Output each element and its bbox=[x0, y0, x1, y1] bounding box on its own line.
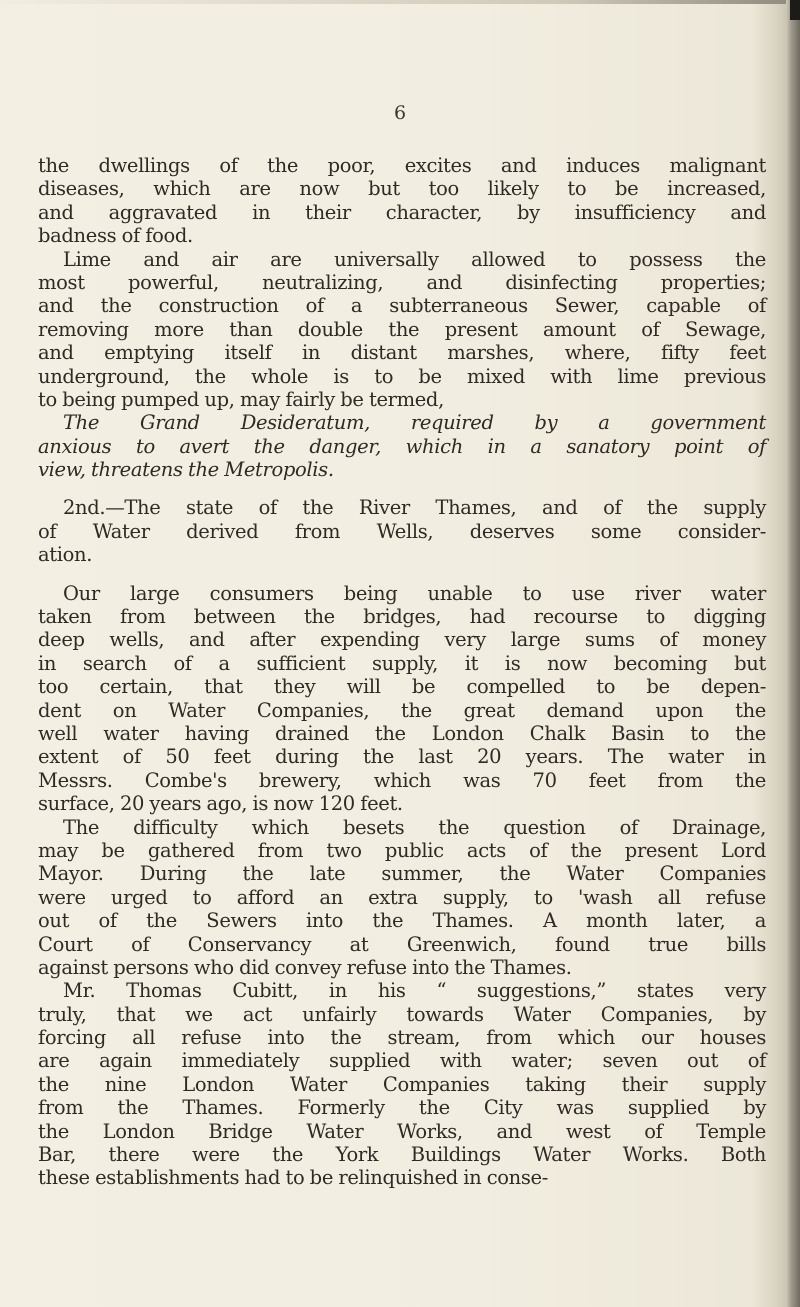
body-text bbox=[38, 154, 766, 1190]
text-line: extent of 50 feet during the last 20 years. The water in bbox=[38, 745, 766, 769]
text-line: underground, the whole is to be mixed with lime previous bbox=[38, 364, 766, 388]
text-line: from the Thames. Formerly the City was supplied by bbox=[38, 1096, 766, 1120]
text-line: Messrs. Combe's brewery, which was 70 feet from the bbox=[38, 768, 766, 792]
paragraph-gap bbox=[38, 567, 766, 582]
text-line: and emptying itself in distant marshes, where, fifty feet bbox=[38, 341, 766, 365]
text-line: Our large consumers being unable to use river water bbox=[63, 581, 766, 605]
text-line: the dwellings of the poor, excites and induces malignant bbox=[38, 154, 766, 177]
text-line: dent on Water Companies, the great demand upon the bbox=[38, 698, 766, 722]
text-line: were urged to afford an extra supply, to 'wash all refuse bbox=[38, 885, 766, 909]
text-line: Bar, there were the York Buildings Water Works. Both bbox=[38, 1143, 766, 1167]
text-line: The Grand Desideratum, required by a government bbox=[63, 411, 766, 435]
text-line: taken from between the bridges, had recourse to digging bbox=[38, 605, 766, 629]
paragraph-gap bbox=[38, 481, 766, 496]
text-line: Lime and air are universally allowed to possess the bbox=[63, 247, 766, 271]
book-spine-edge bbox=[786, 0, 800, 1307]
page-top-edge bbox=[0, 0, 800, 4]
text-line: these establishments had to be relinquished in conse- bbox=[38, 1166, 548, 1190]
text-line: may be gathered from two public acts of the present Lord bbox=[38, 838, 766, 862]
text-line: well water having drained the London Chalk Basin to the bbox=[38, 721, 766, 745]
text-line: and aggravated in their character, by insufficiency and bbox=[38, 200, 766, 224]
text-line: truly, that we act unfairly towards Water Companies, by bbox=[38, 1002, 766, 1026]
text-line: Court of Conservancy at Greenwich, found true bills bbox=[38, 932, 766, 956]
text-line: deep wells, and after expending very large sums of money bbox=[38, 628, 766, 652]
text-line: the nine London Water Companies taking their supply bbox=[38, 1072, 766, 1096]
text-line: ation. bbox=[38, 543, 93, 567]
text-line: of Water derived from Wells, deserves some consider- bbox=[38, 519, 766, 543]
text-line: forcing all refuse into the stream, from which our houses bbox=[38, 1026, 766, 1050]
text-line: diseases, which are now but too likely to be increased, bbox=[38, 177, 766, 201]
text-line: most powerful, neutralizing, and disinfecting properties; bbox=[38, 270, 766, 294]
text-line: Mr. Thomas Cubitt, in his “ suggestions,” states very bbox=[63, 979, 766, 1003]
text-line: view, threatens the Metropolis. bbox=[38, 458, 334, 482]
text-line: the London Bridge Water Works, and west of Temple bbox=[38, 1119, 766, 1143]
text-line: removing more than double the present amount of Sewage, bbox=[38, 317, 766, 341]
text-line: 2nd.—The state of the River Thames, and of the supply bbox=[63, 496, 766, 520]
text-line: to being pumped up, may fairly be termed, bbox=[38, 387, 444, 411]
text-line: in search of a sufficient supply, it is now becoming but bbox=[38, 651, 766, 675]
text-line: and the construction of a subterraneous Sewer, capable of bbox=[38, 294, 766, 318]
text-line: Mayor. During the late summer, the Water Companies bbox=[38, 862, 766, 886]
text-line: badness of food. bbox=[38, 224, 193, 248]
binding-mark bbox=[790, 0, 800, 20]
text-line: surface, 20 years ago, is now 120 feet. bbox=[38, 792, 403, 816]
text-line: are again immediately supplied with water; seven out of bbox=[38, 1049, 766, 1073]
text-line: against persons who did convey refuse into the Thames. bbox=[38, 955, 572, 979]
page-number: 6 bbox=[393, 102, 407, 124]
text-line: too certain, that they will be compelled to be depen- bbox=[38, 675, 766, 699]
text-line: anxious to avert the danger, which in a sanatory point of bbox=[38, 434, 766, 458]
text-line: out of the Sewers into the Thames. A month later, a bbox=[38, 909, 766, 933]
text-line: The difficulty which besets the question of Drainage, bbox=[63, 815, 766, 839]
